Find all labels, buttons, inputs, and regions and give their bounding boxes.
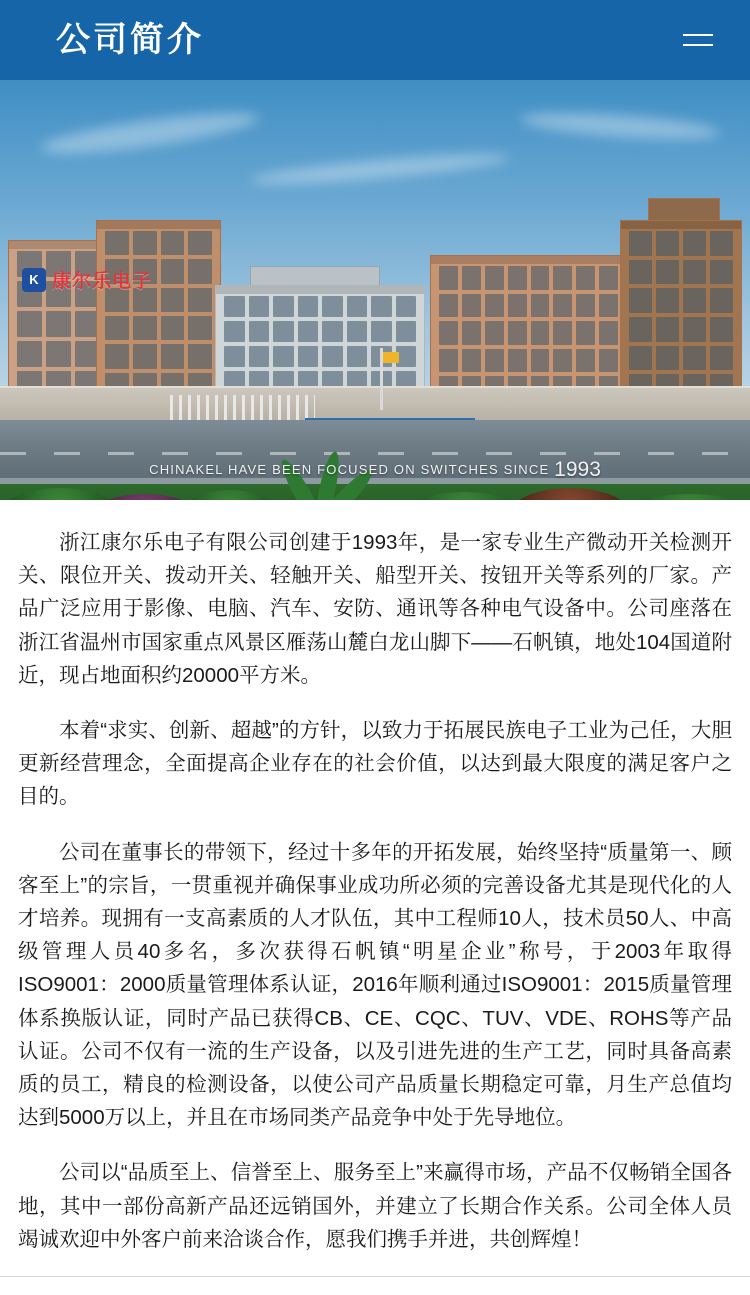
menu-bar-bottom bbox=[683, 44, 713, 46]
building-brand-sign bbox=[22, 266, 152, 293]
brand-name-text: 康尔乐电子 bbox=[52, 271, 153, 292]
paragraph: 浙江康尔乐电子有限公司创建于1993年，是一家专业生产微动开关检测开关、限位开关、拨动开关、轻触开关、船型开关、按钮开关等系列的厂家。产品广泛应用于影像、电脑、汽车、安防、通讯等各种电气设备中。公司座落在浙江省温州市国家重点风景区雁荡山麓白龙山脚下——石帆镇，地处104国道附近，现占地面积约20000平方米。 bbox=[18, 531, 732, 687]
hero-caption-text: CHINAKEL HAVE BEEN FOCUSED ON SWITCHES SINCE bbox=[149, 462, 550, 477]
window-grid bbox=[439, 266, 641, 400]
hero-caption bbox=[0, 458, 750, 482]
factory-building-left-inner bbox=[96, 220, 221, 410]
roof-edge bbox=[621, 221, 741, 229]
page-header bbox=[0, 0, 750, 80]
hamburger-menu-icon[interactable] bbox=[678, 25, 718, 55]
company-profile-content bbox=[0, 500, 750, 1256]
hero-banner-image bbox=[0, 80, 750, 500]
window-grid bbox=[224, 296, 416, 392]
flag-pole bbox=[380, 348, 383, 410]
paragraph: 公司以“品质至上、信誉至上、服务至上”来赢得市场，产品不仅畅销全国各地，其中一部份高新产品还远销国外，并建立了长期合作关系。公司全体人员竭诚欢迎中外客户前来洽谈合作，愿我们携手并进，共创辉煌！ bbox=[18, 1161, 732, 1251]
page-title: 公司简介 bbox=[56, 21, 204, 59]
paragraph: 本着“求实、创新、超越”的方针，以致力于拓展民族电子工业为己任，大胆更新经营理念，全面提高企业存在的社会价值，以达到最大限度的满足客户之目的。 bbox=[18, 719, 732, 809]
window-grid bbox=[105, 231, 212, 397]
brand-logo-icon: K bbox=[22, 268, 46, 292]
factory-building-far-right bbox=[620, 220, 742, 412]
hero-caption-year: 1993 bbox=[554, 458, 601, 481]
roof-edge bbox=[97, 221, 220, 229]
green-belt bbox=[0, 484, 750, 500]
gate-fence bbox=[170, 395, 315, 421]
menu-bar-top bbox=[683, 34, 713, 36]
paragraph: 公司在董事长的带领下，经过十多年的开拓发展，始终坚持“质量第一、顾客至上”的宗旨，一贯重视并确保事业成功所必须的完善设备尤其是现代化的人才培养。现拥有一支高素质的人才队伍，其中工程师10人，技术员50人、中高级管理人员40多名，多次获得石帆镇“明星企业”称号，于2003年取得ISO9001：2000质量管理体系认证，2016年顺利通过ISO9001：2015质量管理体系换版认证，同时产品已获得CB、CE、CQC、TUV、VDE、ROHS等产品认证。公司不仅有一流的生产设备，以及引进先进的生产工艺，同时具备高素质的员工，精良的检测设备，以使公司产品质量长期稳定可靠，月生产总值均达到5000万以上，并且在市场同类产品竞争中处于先导地位。 bbox=[18, 840, 732, 1130]
perimeter-wall bbox=[0, 386, 750, 422]
footer-divider bbox=[0, 1276, 750, 1277]
roof-edge bbox=[431, 256, 649, 264]
roof-edge bbox=[216, 286, 424, 294]
window-grid bbox=[629, 231, 733, 399]
